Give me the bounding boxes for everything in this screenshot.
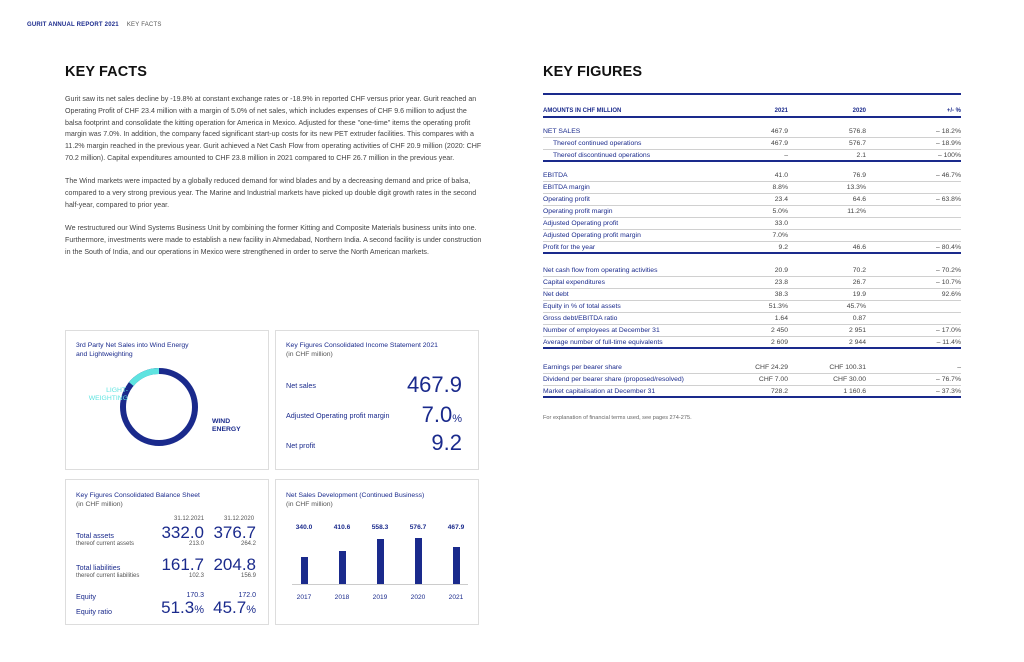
bar-value-label: 467.9 (447, 524, 465, 531)
donut-chart (119, 367, 199, 447)
row-label: Adjusted Operating profit margin (543, 232, 641, 239)
table-row (543, 195, 961, 206)
table-row (543, 375, 961, 386)
value-2021: CHF 24.29 (755, 364, 788, 371)
header-2021: 2021 (774, 108, 788, 114)
value-2021: 1.64 (774, 315, 788, 322)
bar-value-label: 340.0 (295, 524, 313, 531)
row-label: Equity in % of total assets (543, 303, 621, 310)
total-assets-label: Total assets (76, 531, 114, 540)
current-assets-2021: 213.0 (188, 541, 204, 547)
x-tick-label: 2020 (410, 594, 426, 601)
row-label: Operating profit margin (543, 208, 613, 215)
bar-value-label: 558.3 (371, 524, 389, 531)
value-2021: 2 609 (770, 339, 788, 346)
value-2021: CHF 7.00 (758, 376, 788, 383)
value-2020: 46.6 (852, 244, 866, 251)
lightweighting-slice (131, 371, 159, 384)
total-liabilities-2021: 161.7 (161, 555, 204, 574)
change: – (957, 364, 961, 371)
value-2021: 2 450 (770, 327, 788, 334)
sales-chart-box (275, 479, 479, 625)
top-rule (543, 93, 961, 95)
income-box (275, 330, 479, 470)
intro-text (65, 94, 483, 270)
value-2020: 64.6 (852, 196, 866, 203)
table-row (543, 266, 961, 277)
row-label: Market capitalisation at December 31 (543, 388, 656, 395)
x-tick-label: 2021 (448, 594, 464, 601)
bar-value-label: 576.7 (409, 524, 427, 531)
table-row (543, 363, 961, 374)
change: – 11.4% (936, 339, 961, 346)
net-profit-value: 9.2 (431, 430, 462, 455)
value-2020: 576.8 (848, 128, 866, 135)
table-row (543, 290, 961, 301)
balance-title: Key Figures Consolidated Balance Sheet (in CHF million) (76, 492, 200, 508)
row-label: Adjusted Operating profit (543, 220, 619, 227)
current-liabilities-2020: 156.9 (240, 573, 256, 579)
row-label: NET SALES (543, 128, 581, 135)
chart-title: Net Sales Development (Continued Business) (in CHF million) (286, 492, 425, 508)
value-2020: CHF 100.31 (829, 364, 866, 371)
value-2021: 51.3% (768, 303, 788, 310)
row-label: Capital expenditures (543, 279, 605, 286)
value-2020: 2 944 (848, 339, 866, 346)
donut-title: 3rd Party Net Sales into Wind Energy and Lightweighting (76, 342, 189, 358)
value-2021: 467.9 (770, 128, 788, 135)
table-row (543, 127, 961, 138)
table-row (543, 171, 961, 182)
value-2021: 467.9 (770, 140, 788, 147)
total-assets-2021: 332.0 (161, 523, 204, 542)
table-header (543, 107, 961, 118)
paragraph: The Wind markets were impacted by a globally reduced demand for wind blades and by a decreasing demand and price of balsa, compared to a very strong previous year. The Marine and Industrial markets have picked up double digit growth rates in the second half-year, compared to prior year. (65, 177, 477, 209)
change: – 18.9% (936, 140, 961, 147)
total-liabilities-label: Total liabilities (76, 563, 121, 572)
footnote: For explanation of financial terms used, see pages 274-275. (543, 415, 692, 421)
equity-ratio-2021: 51.3% (161, 598, 204, 617)
value-2020: 1 160.6 (843, 388, 866, 395)
table-row (543, 151, 961, 162)
row-label: Gross debt/EBITDA ratio (543, 315, 618, 322)
row-label: Thereof continued operations (553, 140, 642, 147)
bar-2018 (339, 551, 346, 584)
running-header (27, 22, 162, 28)
table-row (543, 387, 961, 398)
wind-energy-label: WIND ENERGY (212, 418, 241, 433)
change: – 76.7% (936, 376, 961, 383)
current-assets-2020: 264.2 (240, 541, 256, 547)
table-row (543, 278, 961, 289)
value-2021: 9.2 (778, 244, 788, 251)
current-liabilities-label: thereof current liabilities (76, 573, 140, 579)
bar-2020 (415, 538, 422, 584)
change: – 17.0% (936, 327, 961, 334)
table-row (543, 139, 961, 150)
bar-chart (276, 480, 480, 626)
donut-box (65, 330, 269, 470)
row-label: Number of employees at December 31 (543, 327, 660, 334)
value-2020: 13.3% (846, 184, 866, 191)
x-axis (292, 584, 468, 585)
value-2020: 26.7 (852, 279, 866, 286)
change: – 100% (937, 152, 961, 159)
equity-2020: 172.0 (238, 592, 256, 599)
equity-2021: 170.3 (186, 592, 204, 599)
date-2021: 31.12.2021 (174, 516, 205, 522)
x-tick-label: 2019 (372, 594, 388, 601)
value-2020: 70.2 (852, 267, 866, 274)
net-sales-value: 467.9 (406, 372, 462, 397)
table-row (543, 243, 961, 254)
row-label: Dividend per bearer share (proposed/resolved) (543, 376, 684, 383)
row-label: Thereof discontinued operations (553, 152, 651, 159)
value-2021: 8.8% (772, 184, 788, 191)
bar-2019 (377, 539, 384, 584)
x-tick-label: 2018 (334, 594, 350, 601)
bar-value-label: 410.6 (333, 524, 351, 531)
equity-label: Equity (76, 592, 96, 601)
row-label: Operating profit (543, 196, 590, 203)
key-facts-title: KEY FACTS (65, 64, 148, 80)
date-2020: 31.12.2020 (224, 516, 255, 522)
value-2020: 576.7 (848, 140, 866, 147)
key-figures-title: KEY FIGURES (543, 64, 643, 80)
table-row (543, 326, 961, 337)
value-2020: 76.9 (852, 172, 866, 179)
value-2020: 2 951 (848, 327, 866, 334)
value-2021: 728.2 (770, 388, 788, 395)
table-row (543, 231, 961, 242)
row-label: Average number of full-time equivalents (543, 339, 663, 346)
table-row (543, 207, 961, 218)
paragraph: We restructured our Wind Systems Business Unit by combining the former Kitting and Composite Materials business units into one. Furthermore, investments were made to establish a new facility in Ahmedabad, Northern India. A second facility is under construction in the South of India, and our operations in Mexico were strengthened in order to serve the North American markets. (65, 224, 482, 256)
value-2020: 45.7% (846, 303, 866, 310)
net-profit-label: Net profit (286, 441, 316, 450)
table-row (543, 183, 961, 194)
value-2021: 20.9 (774, 267, 788, 274)
x-tick-label: 2017 (296, 594, 312, 601)
adj-margin-value: 7.0% (421, 402, 462, 427)
change: 92.6% (941, 291, 961, 298)
row-label: Net cash flow from operating activities (543, 267, 658, 274)
table-row (543, 338, 961, 349)
change: – 46.7% (936, 172, 961, 179)
table-row (543, 302, 961, 313)
row-label: Earnings per bearer share (543, 364, 622, 371)
change: – 37.3% (936, 388, 961, 395)
income-title: Key Figures Consolidated Income Statement 2021 (in CHF million) (286, 342, 438, 358)
row-label: EBITDA margin (543, 184, 590, 191)
paragraph: Gurit saw its net sales decline by -19.8% at constant exchange rates or -18.9% in reported CHF versus prior year. Gurit reached an Operating Profit of CHF 23.4 million with a margin of 5.0% of net sales, which includes expenses of CHF 9.6 million to adjust the balsa footprint and consolidate the kitting operation for America in Mexico. Adjusted for these "one-time" items the operating profit margin was 7.0%. In addition, the company faced significant start-up costs for its new PET extruder facilities. This compares with a 11.2% margin reached in the previous year. Gurit achieved a Net Cash Flow from operating activities of CHF 20.9 million (2020: CHF 70.2 million). Capital expenditures amounted to CHF 23.8 million in 2021 compared to CHF 26.7 million in the previous year. (65, 95, 482, 162)
value-2021: 38.3 (774, 291, 788, 298)
change: – 18.2% (936, 128, 961, 135)
net-sales-label: Net sales (286, 381, 316, 390)
value-2020: CHF 30.00 (833, 376, 866, 383)
row-label: Net debt (543, 291, 569, 298)
change: – 63.8% (936, 196, 961, 203)
value-2021: 23.8 (774, 279, 788, 286)
value-2020: 2.1 (856, 152, 866, 159)
change: – 10.7% (936, 279, 961, 286)
value-2021: 33.0 (774, 220, 788, 227)
equity-ratio-label: Equity ratio (76, 607, 112, 616)
report-brand: GURIT ANNUAL REPORT 2021 (27, 22, 119, 28)
value-2020: 11.2% (847, 208, 866, 215)
value-2021: – (784, 152, 788, 159)
value-2021: 7.0% (772, 232, 788, 239)
value-2021: 41.0 (774, 172, 788, 179)
bar-2021 (453, 547, 460, 584)
current-liabilities-2021: 102.3 (188, 573, 204, 579)
row-label: EBITDA (543, 172, 568, 179)
table-row (543, 314, 961, 325)
value-2020: 19.9 (852, 291, 866, 298)
bar-2017 (301, 557, 308, 584)
total-liabilities-2020: 204.8 (213, 555, 256, 574)
balance-box (65, 479, 269, 625)
current-assets-label: thereof current assets (76, 541, 135, 547)
lightweighting-label: LIGHT- WEIGHTING (88, 387, 128, 402)
change: – 80.4% (936, 244, 961, 251)
adj-margin-label: Adjusted Operating profit margin (286, 411, 390, 420)
value-2020: 0.87 (852, 315, 866, 322)
equity-ratio-2020: 45.7% (213, 598, 256, 617)
header-2020: 2020 (852, 108, 866, 114)
header-label: AMOUNTS IN CHF MILLION (543, 108, 622, 114)
value-2021: 23.4 (774, 196, 788, 203)
value-2021: 5.0% (772, 208, 788, 215)
table-row (543, 219, 961, 230)
total-assets-2020: 376.7 (213, 523, 256, 542)
header-change: +/- % (946, 108, 961, 114)
section-name: KEY FACTS (126, 22, 162, 28)
change: – 70.2% (936, 267, 961, 274)
row-label: Profit for the year (543, 244, 596, 251)
